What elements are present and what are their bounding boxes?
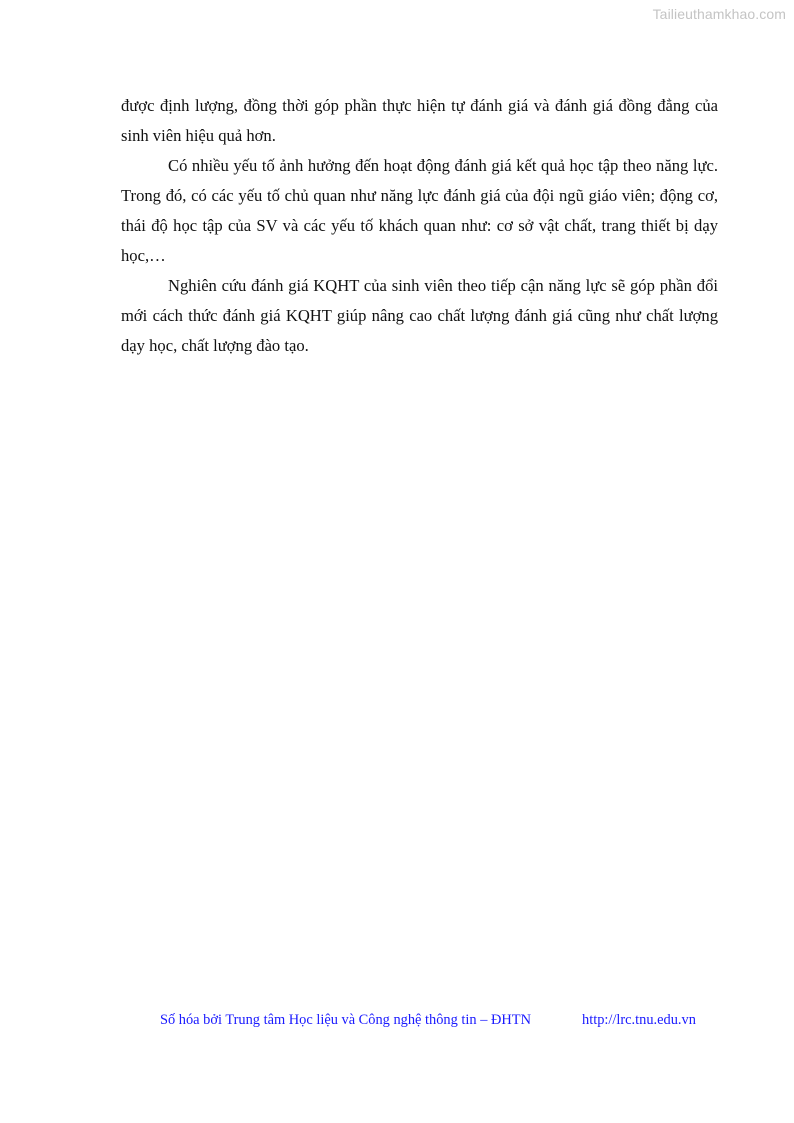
paragraph-2: Có nhiều yếu tố ảnh hưởng đến hoạt động đánh giá kết quả học tập theo năng lực. Trong đó, có các yếu tố chủ quan như năng lực đánh giá của đội ngũ giáo viên; động cơ, thái độ học tập của SV và các yếu tố khách quan như: cơ sở vật chất, trang thiết bị dạy học,… bbox=[121, 156, 718, 265]
document-body bbox=[121, 91, 718, 361]
footer-credit: Số hóa bởi Trung tâm Học liệu và Công nghệ thông tin – ĐHTN bbox=[160, 1012, 531, 1028]
footer-url-link[interactable]: http://lrc.tnu.edu.vn bbox=[582, 1012, 696, 1028]
paragraph-1: được định lượng, đồng thời góp phần thực hiện tự đánh giá và đánh giá đồng đẳng của sinh viên hiệu quả hơn. bbox=[121, 96, 718, 145]
paragraph-3: Nghiên cứu đánh giá KQHT của sinh viên theo tiếp cận năng lực sẽ góp phần đổi mới cách thức đánh giá KQHT giúp nâng cao chất lượng đánh giá cũng như chất lượng dạy học, chất lượng đào tạo. bbox=[121, 276, 718, 355]
watermark: Tailieuthamkhao.com bbox=[652, 6, 786, 22]
